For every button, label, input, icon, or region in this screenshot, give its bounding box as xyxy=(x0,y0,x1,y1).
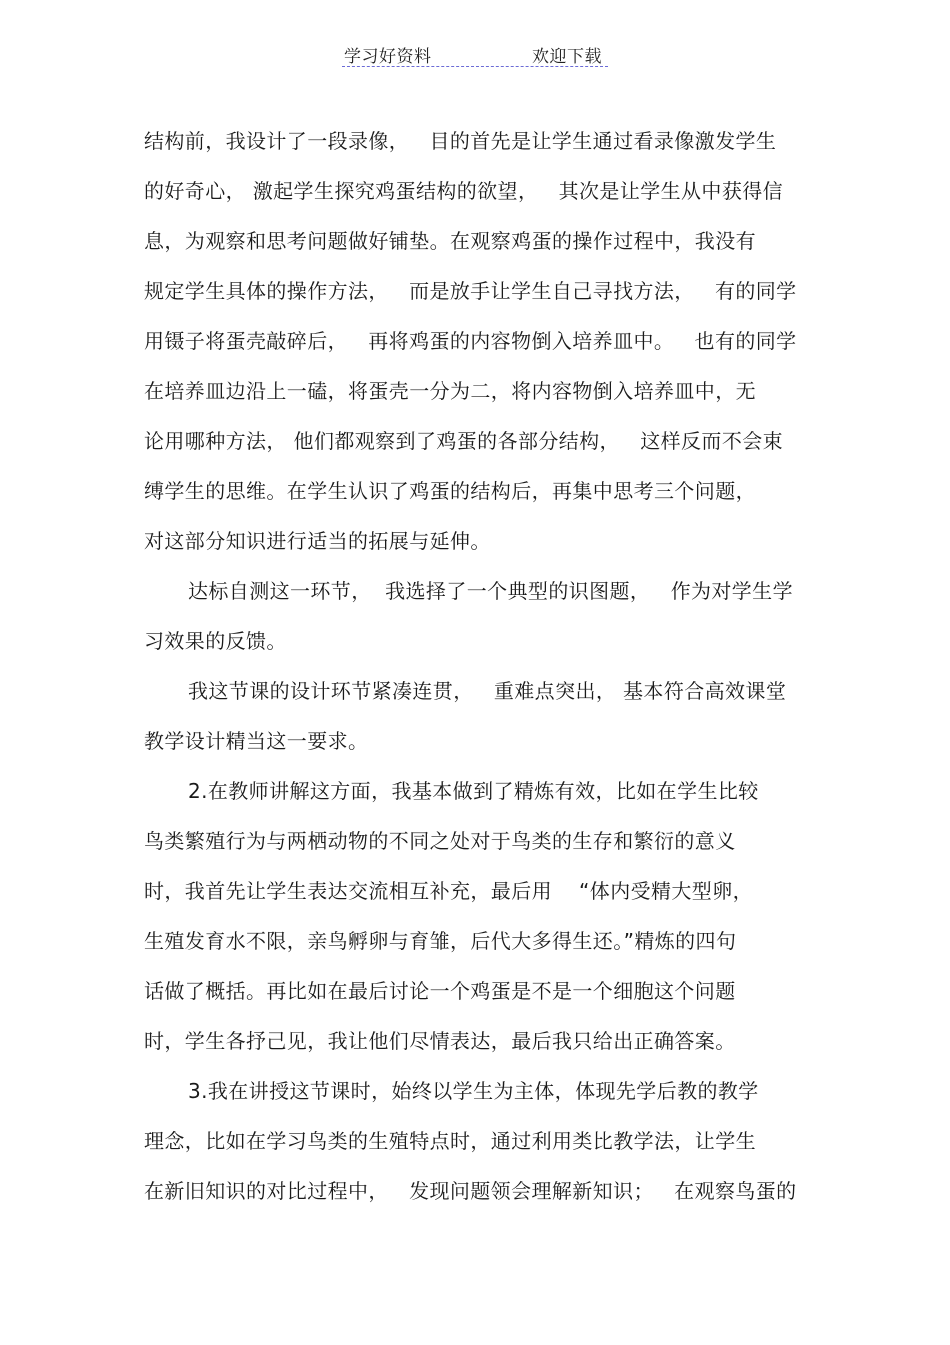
text-line: 理念，比如在学习鸟类的生殖特点时，通过利用类比教学法，让学生 xyxy=(144,1129,756,1153)
text-line: 生殖发育水不限，亲鸟孵卵与育雏，后代大多得生还。”精炼的四句 xyxy=(144,929,737,953)
text-line: 论用哪种方法， 他们都观察到了鸡蛋的各部分结构， 这样反而不会束 xyxy=(144,429,784,453)
text-line: 在培养皿边沿上一磕，将蛋壳一分为二，将内容物倒入培养皿中，无 xyxy=(144,379,756,403)
header-right-text: 欢迎下载 xyxy=(532,47,602,67)
text-line: 3.我在讲授这节课时，始终以学生为主体，体现先学后教的教学 xyxy=(188,1079,759,1103)
text-line: 在新旧知识的对比过程中， 发现问题领会理解新知识； 在观察鸟蛋的 xyxy=(144,1179,797,1203)
text-line: 话做了概括。再比如在最后讨论一个鸡蛋是不是一个细胞这个问题 xyxy=(144,979,736,1003)
text-line: 的好奇心， 激起学生探究鸡蛋结构的欲望， 其次是让学生从中获得信 xyxy=(144,179,784,203)
text-line: 鸟类繁殖行为与两栖动物的不同之处对于鸟类的生存和繁衍的意义 xyxy=(144,829,736,853)
text-line: 习效果的反馈。 xyxy=(144,629,287,653)
text-line: 结构前，我设计了一段录像， 目的首先是让学生通过看录像激发学生 xyxy=(144,129,777,153)
text-line: 教学设计精当这一要求。 xyxy=(144,729,369,753)
text-line: 对这部分知识进行适当的拓展与延伸。 xyxy=(144,529,491,553)
page-header xyxy=(342,40,608,67)
text-line: 用镊子将蛋壳敲碎后， 再将鸡蛋的内容物倒入培养皿中。 也有的同学 xyxy=(144,329,797,353)
text-line: 2.在教师讲解这方面，我基本做到了精炼有效，比如在学生比较 xyxy=(188,779,759,803)
text-line: 我这节课的设计环节紧凑连贯， 重难点突出， 基本符合高效课堂 xyxy=(188,679,787,703)
text-line: 息，为观察和思考问题做好铺垫。在观察鸡蛋的操作过程中，我没有 xyxy=(144,229,756,253)
text-line: 规定学生具体的操作方法， 而是放手让学生自己寻找方法， 有的同学 xyxy=(144,279,797,303)
text-line: 时，我首先让学生表达交流相互补充，最后用 “体内受精大型卵， xyxy=(144,879,753,903)
text-line: 缚学生的思维。在学生认识了鸡蛋的结构后，再集中思考三个问题， xyxy=(144,479,756,503)
header-left-text: 学习好资料 xyxy=(344,47,432,67)
text-line: 时，学生各抒己见，我让他们尽情表达，最后我只给出正确答案。 xyxy=(144,1029,736,1053)
document-body xyxy=(144,122,804,1222)
text-line: 达标自测这一环节， 我选择了一个典型的识图题， 作为对学生学 xyxy=(188,579,793,603)
